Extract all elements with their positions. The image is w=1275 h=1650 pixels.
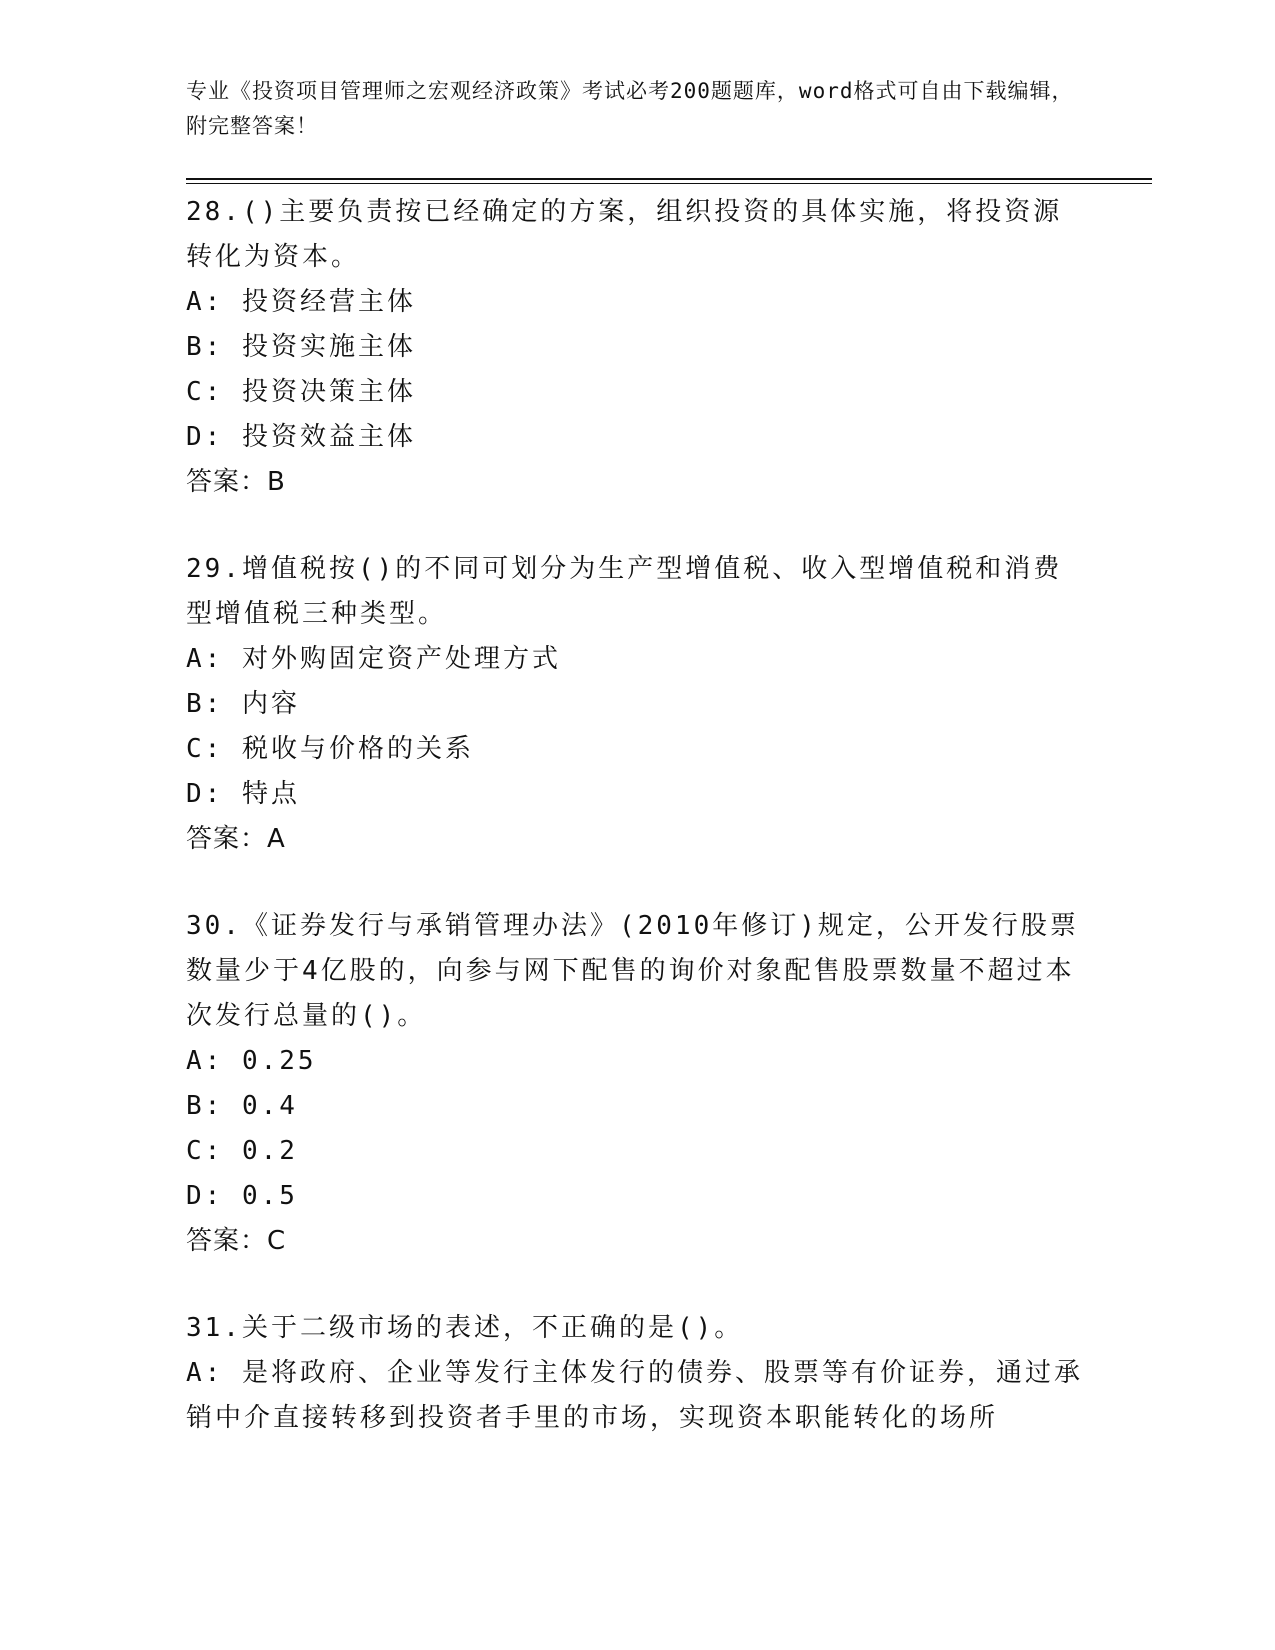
- option-c: C: 0.2: [186, 1136, 298, 1166]
- question-list: [186, 190, 1086, 1483]
- option-d: D: 特点: [186, 779, 300, 809]
- document-header: 专业《投资项目管理师之宏观经济政策》考试必考200题题库，word格式可自由下载编辑，附完整答案！: [186, 79, 1074, 138]
- question-stem: 31.关于二级市场的表述，不正确的是()。: [186, 1313, 744, 1343]
- question-stem: 28.()主要负责按已经确定的方案，组织投资的具体实施，将投资源转化为资本。: [186, 197, 1063, 272]
- question-31: [186, 1306, 1086, 1441]
- option-b: B: 投资实施主体: [186, 332, 416, 362]
- question-28: [186, 190, 1086, 505]
- option-c: C: 投资决策主体: [186, 377, 416, 407]
- option-c: C: 税收与价格的关系: [186, 734, 474, 764]
- question-stem: 30.《证券发行与承销管理办法》(2010年修订)规定，公开发行股票数量少于4亿股的，向参与网下配售的询价对象配售股票数量不超过本次发行总量的()。: [186, 911, 1079, 1031]
- option-a: A: 是将政府、企业等发行主体发行的债券、股票等有价证券，通过承销中介直接转移到投资者手里的市场，实现资本职能转化的场所: [186, 1358, 1083, 1433]
- answer-line: 答案：B: [186, 467, 286, 497]
- option-a: A: 0.25: [186, 1046, 317, 1076]
- option-d: D: 投资效益主体: [186, 422, 416, 452]
- option-b: B: 0.4: [186, 1091, 298, 1121]
- answer-line: 答案：A: [186, 824, 286, 854]
- question-30: [186, 904, 1086, 1264]
- option-a: A: 对外购固定资产处理方式: [186, 644, 561, 674]
- header-divider-thick: [186, 178, 1152, 180]
- question-29: [186, 547, 1086, 862]
- header-divider-thin: [186, 183, 1152, 184]
- option-a: A: 投资经营主体: [186, 287, 416, 317]
- answer-line: 答案：C: [186, 1226, 287, 1256]
- question-stem: 29.增值税按()的不同可划分为生产型增值税、收入型增值税和消费型增值税三种类型。: [186, 554, 1063, 629]
- option-d: D: 0.5: [186, 1181, 298, 1211]
- option-b: B: 内容: [186, 689, 300, 719]
